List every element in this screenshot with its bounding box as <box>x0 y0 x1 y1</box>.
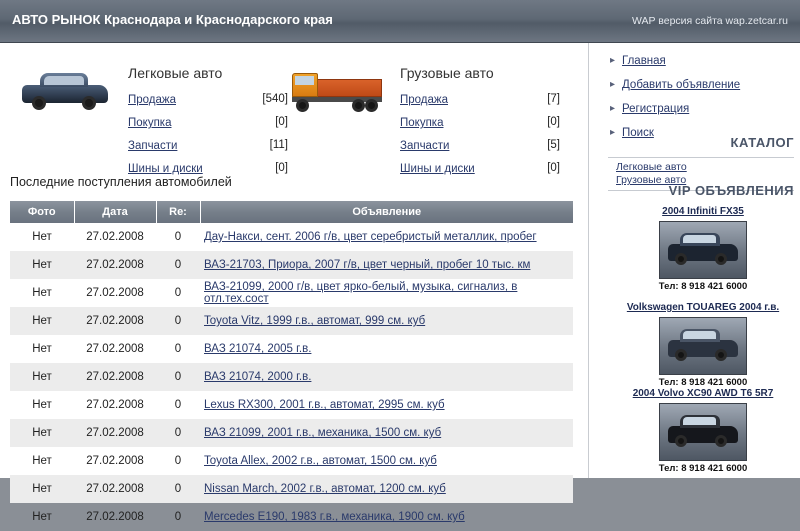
sidebar-nav <box>608 49 798 145</box>
sidebar-item-add-ad[interactable] <box>608 73 798 97</box>
listings-table <box>10 201 573 531</box>
category-title-passenger: Легковые авто <box>128 65 223 81</box>
link-passenger-parts[interactable]: Запчасти <box>128 140 178 152</box>
link-truck-sale[interactable]: Продажа <box>400 94 448 106</box>
cell-re: 0 <box>174 511 182 523</box>
category-title-truck: Грузовые авто <box>400 65 494 81</box>
cell-date: 27.02.2008 <box>86 455 144 467</box>
cell-photo: Нет <box>10 363 74 391</box>
cell-photo: Нет <box>32 231 52 243</box>
vip-ad-title[interactable]: Volkswagen TOUAREG 2004 г.в. <box>626 302 780 313</box>
sidebar-item-label[interactable]: Главная <box>622 55 666 67</box>
cell-ad <box>200 391 573 419</box>
chevron-right-icon: ▸ <box>610 79 616 90</box>
listing-link[interactable]: Toyota Vitz, 1999 г.в., автомат, 999 см. куб <box>204 315 426 327</box>
cell-photo: Нет <box>10 307 74 335</box>
link-truck-tires[interactable]: Шины и диски <box>400 163 475 175</box>
cell-re: 0 <box>174 399 182 411</box>
cell-date: 27.02.2008 <box>86 287 144 299</box>
cell-date: 27.02.2008 <box>74 307 156 335</box>
catalog-heading: КАТАЛОГ <box>730 135 794 150</box>
column-header-photo: Фото <box>10 201 74 223</box>
sidebar-item-label[interactable]: Добавить объявление <box>622 79 741 91</box>
column-header-date: Дата <box>74 201 156 223</box>
table-row <box>10 307 573 335</box>
listing-link[interactable]: ВАЗ 21074, 2005 г.в. <box>204 343 312 355</box>
wap-version-note: WAP версия сайта wap.zetcar.ru <box>632 15 788 27</box>
cell-date: 27.02.2008 <box>86 399 144 411</box>
cell-ad <box>200 475 573 503</box>
vip-ad-photo[interactable] <box>659 403 747 461</box>
table-row <box>10 279 573 307</box>
link-passenger-buy[interactable]: Покупка <box>128 117 172 129</box>
sidebar <box>600 43 800 478</box>
category-row <box>128 111 288 134</box>
column-header-re: Re: <box>156 201 200 223</box>
vip-ad-photo[interactable] <box>659 317 747 375</box>
cell-ad <box>200 335 573 363</box>
table-row <box>10 363 573 391</box>
link-passenger-sale[interactable]: Продажа <box>128 94 176 106</box>
catalog-link-passenger[interactable] <box>616 161 687 173</box>
category-row <box>400 134 560 157</box>
category-row <box>400 111 560 134</box>
cell-photo: Нет <box>32 455 52 467</box>
vip-ad-title[interactable]: 2004 Infiniti FX35 <box>662 206 744 217</box>
table-row <box>10 391 573 419</box>
category-row <box>128 134 288 157</box>
vip-ad-photo[interactable] <box>659 221 747 279</box>
sidebar-item-label[interactable]: Поиск <box>622 127 654 139</box>
cell-re: 0 <box>156 419 200 447</box>
divider <box>608 157 794 158</box>
listing-link[interactable]: ВАЗ-21703, Приора, 2007 г/в, цвет черный, пробег 10 тыс. км <box>204 259 531 271</box>
cell-re: 0 <box>156 251 200 279</box>
cell-ad <box>200 363 573 391</box>
table-row <box>10 251 573 279</box>
cell-ad <box>200 279 573 307</box>
count-truck-tires: [0] <box>547 162 560 174</box>
cell-ad <box>200 447 573 475</box>
sidebar-item-registration[interactable] <box>608 97 798 121</box>
listing-link[interactable]: ВАЗ 21074, 2000 г.в. <box>204 371 312 383</box>
table-row <box>10 503 573 531</box>
listing-link[interactable]: ВАЗ 21099, 2001 г.в., механика, 1500 см. куб <box>204 427 442 439</box>
count-truck-parts: [5] <box>547 139 560 151</box>
vip-ad-phone: Тел: 8 918 421 6000 <box>658 377 748 388</box>
cell-ad <box>200 223 573 251</box>
table-row <box>10 419 573 447</box>
count-passenger-buy: [0] <box>275 116 288 128</box>
category-blocks <box>0 51 588 175</box>
cell-date: 27.02.2008 <box>74 419 156 447</box>
site-header <box>0 0 800 43</box>
table-row <box>10 447 573 475</box>
sidebar-item-label[interactable]: Регистрация <box>622 103 690 115</box>
listing-link[interactable]: Toyota Allex, 2002 г.в., автомат, 1500 см. куб <box>204 455 437 467</box>
latest-heading: Последние поступления автомобилей <box>10 175 232 189</box>
vip-ad[interactable] <box>608 387 798 475</box>
chevron-right-icon: ▸ <box>610 103 616 114</box>
cell-date: 27.02.2008 <box>74 251 156 279</box>
table-row <box>10 475 573 503</box>
table-header-row <box>10 201 573 223</box>
count-passenger-parts: [11] <box>269 139 288 151</box>
cell-re: 0 <box>174 287 182 299</box>
cell-re: 0 <box>174 455 182 467</box>
main-content <box>0 43 589 523</box>
cell-photo: Нет <box>10 419 74 447</box>
cell-ad <box>200 419 573 447</box>
link-passenger-tires[interactable]: Шины и диски <box>128 163 203 175</box>
listing-link[interactable]: Lexus RX300, 2001 г.в., автомат, 2995 см. куб <box>204 399 445 411</box>
category-row <box>128 88 288 111</box>
vip-ad[interactable] <box>608 301 798 389</box>
column-header-ad: Объявление <box>200 201 573 223</box>
count-truck-buy: [0] <box>547 116 560 128</box>
vip-ad[interactable] <box>608 205 798 293</box>
cell-photo: Нет <box>32 511 52 523</box>
listing-link[interactable]: ВАЗ-21099, 2000 г/в, цвет ярко-белый, музыка, сигнализ, в отл.тех.сост <box>204 281 518 305</box>
cell-photo: Нет <box>10 251 74 279</box>
listing-link[interactable]: Дау-Накси, сент. 2006 г/в, цвет серебристый металлик, пробег <box>204 231 537 243</box>
cell-photo: Нет <box>32 287 52 299</box>
vip-heading: VIP ОБЪЯВЛЕНИЯ <box>668 183 794 198</box>
category-row <box>400 88 560 111</box>
link-truck-buy[interactable]: Покупка <box>400 117 444 129</box>
link-truck-parts[interactable]: Запчасти <box>400 140 450 152</box>
count-passenger-tires: [0] <box>275 162 288 174</box>
count-passenger-sale: [540] <box>262 93 288 105</box>
cell-date: 27.02.2008 <box>74 475 156 503</box>
cell-photo: Нет <box>32 343 52 355</box>
sedan-icon <box>18 63 114 119</box>
listing-link[interactable]: Mercedes E190, 1983 г.в., механика, 1900 см. куб <box>204 511 465 523</box>
listing-link[interactable]: Nissan March, 2002 г.в., автомат, 1200 см. куб <box>204 483 446 495</box>
table-row <box>10 223 573 251</box>
sidebar-item-home[interactable] <box>608 49 798 73</box>
cell-date: 27.02.2008 <box>86 511 144 523</box>
cell-date: 27.02.2008 <box>74 363 156 391</box>
category-row <box>400 157 560 180</box>
cell-ad <box>200 503 573 531</box>
cell-date: 27.02.2008 <box>86 231 144 243</box>
chevron-right-icon: ▸ <box>610 55 616 66</box>
page-title: АВТО РЫНОК Краснодара и Краснодарского края <box>12 12 333 27</box>
cell-ad <box>200 307 573 335</box>
catalog-link-label[interactable]: Грузовые авто <box>616 174 687 186</box>
vip-ad-phone: Тел: 8 918 421 6000 <box>658 281 748 292</box>
cell-re: 0 <box>156 363 200 391</box>
table-row <box>10 335 573 363</box>
cell-re: 0 <box>174 231 182 243</box>
cell-ad <box>200 251 573 279</box>
cell-re: 0 <box>174 343 182 355</box>
cell-re: 0 <box>156 475 200 503</box>
cell-re: 0 <box>156 307 200 335</box>
vip-ad-phone: Тел: 8 918 421 6000 <box>658 463 748 474</box>
catalog-link-label[interactable]: Легковые авто <box>616 161 687 173</box>
vip-ad-title[interactable]: 2004 Volvo XC90 AWD T6 5R7 <box>632 388 774 399</box>
cell-date: 27.02.2008 <box>86 343 144 355</box>
cell-photo: Нет <box>10 475 74 503</box>
truck-icon <box>290 63 386 119</box>
cell-photo: Нет <box>32 399 52 411</box>
chevron-right-icon: ▸ <box>610 127 616 138</box>
count-truck-sale: [7] <box>547 93 560 105</box>
listings-table-body <box>10 223 573 531</box>
